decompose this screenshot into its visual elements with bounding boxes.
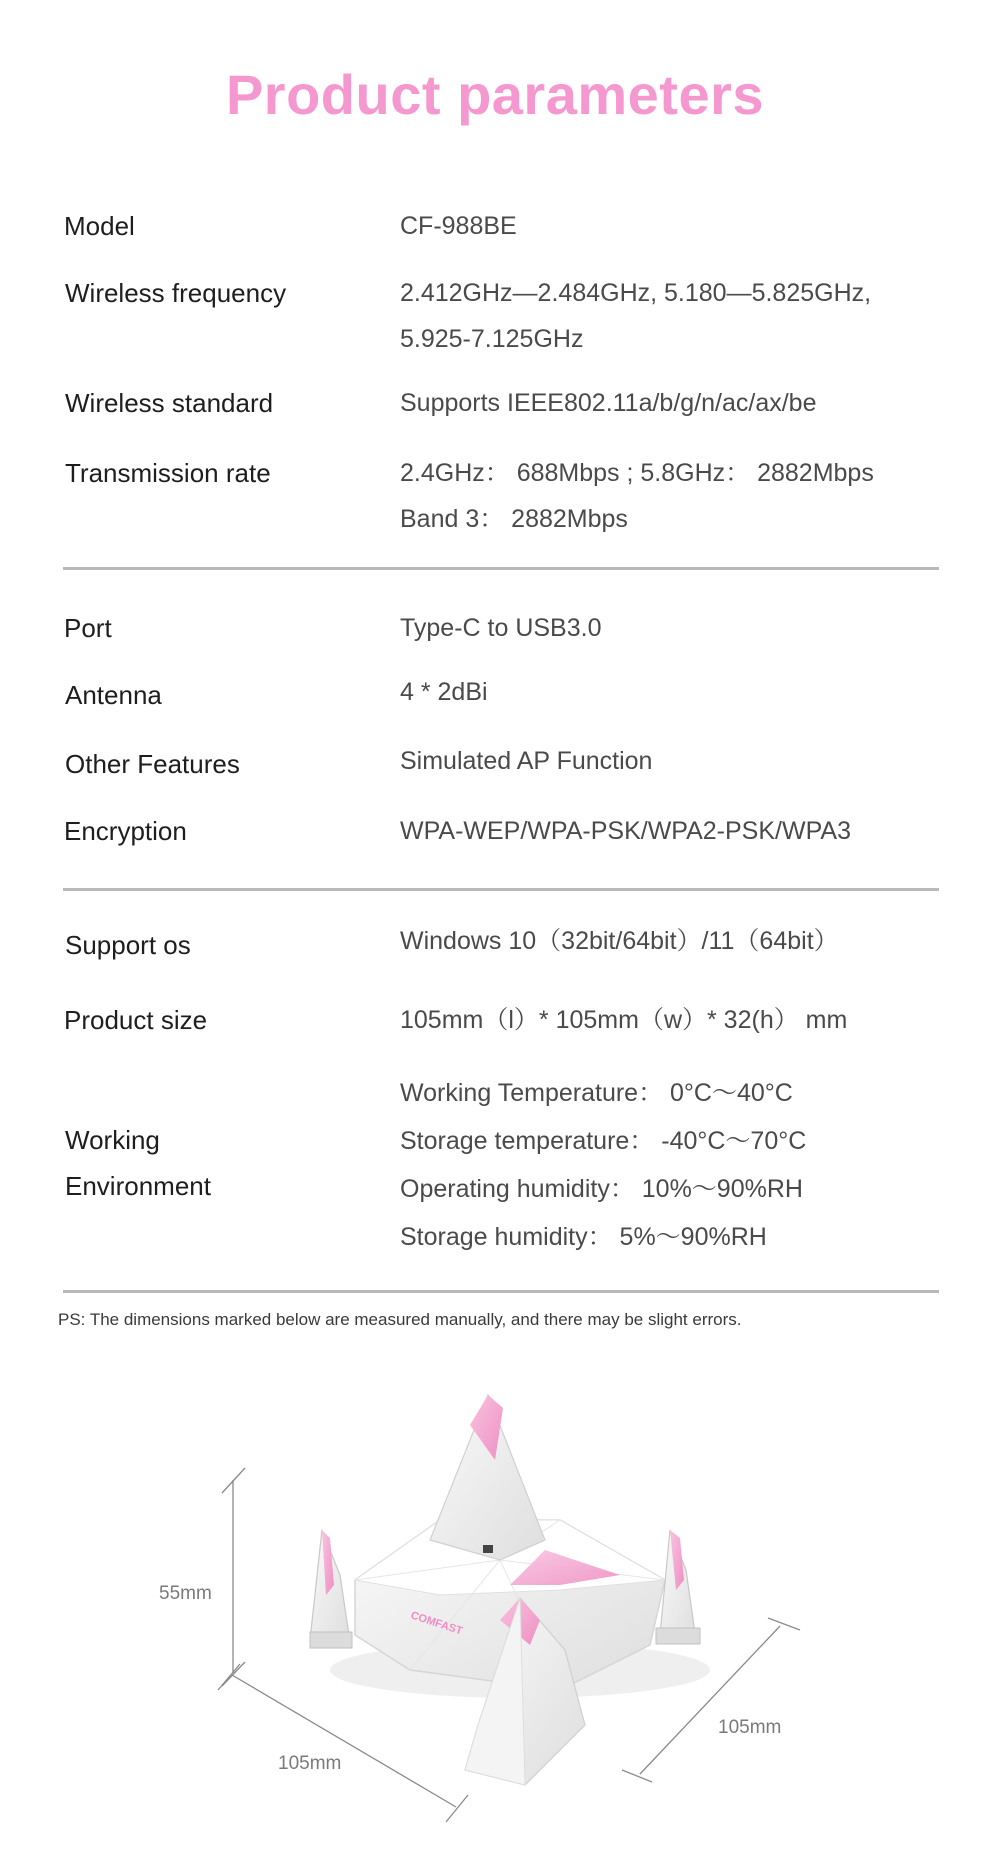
spec-value: Band 3： 2882Mbps [400,505,628,533]
dimension-height-label: 55mm [159,1583,212,1604]
spec-value: 4 * 2dBi [400,678,488,706]
spec-label: Product size [64,1005,208,1035]
brand-logo: COMFAST [409,1609,464,1638]
spec-value: WPA-WEP/WPA-PSK/WPA2-PSK/WPA3 [400,817,851,845]
spec-value: Storage humidity： 5%～90%RH [400,1223,767,1251]
spec-value: Working Temperature： 0°C～40°C [400,1079,793,1107]
dimension-length-label: 105mm [278,1753,342,1774]
spec-label: Transmission rate [65,458,271,488]
page-title: Product parameters [225,63,765,126]
spec-label: Port [64,613,112,643]
spec-value: Windows 10（32bit/64bit）/11（64bit） [400,927,839,955]
ps-note: PS: The dimensions marked below are measured manually, and there may be slight errors. [58,1310,742,1329]
spec-value: 2.412GHz—2.484GHz, 5.180—5.825GHz, [400,279,872,307]
spec-label: Wireless standard [65,388,274,418]
spec-value: 105mm（l）* 105mm（w）* 32(h） mm [400,1006,848,1034]
product-dimension-figure [0,1370,990,1870]
spec-label: Support os [65,930,191,960]
spec-value: Type-C to USB3.0 [400,614,602,642]
spec-value: Supports IEEE802.11a/b/g/n/ac/ax/be [400,389,817,417]
spec-value: Storage temperature： -40°C～70°C [400,1127,807,1155]
spec-value: CF-988BE [400,212,517,240]
spec-value: 2.4GHz： 688Mbps ; 5.8GHz： 2882Mbps [400,459,874,487]
spec-label: Encryption [64,816,187,846]
router-illustration [310,1395,710,1785]
spec-label: Antenna [65,680,162,710]
spec-label: Wireless frequency [65,278,287,308]
spec-label: Environment [65,1171,211,1201]
section-divider [63,567,939,570]
spec-label: Working [65,1125,160,1155]
spec-value: Operating humidity： 10%～90%RH [400,1175,803,1203]
section-divider [63,888,939,891]
spec-value: Simulated AP Function [400,747,653,775]
spec-label: Other Features [65,749,240,779]
section-divider [63,1290,939,1293]
spec-value: 5.925-7.125GHz [400,325,584,353]
dimension-width-label: 105mm [718,1717,782,1738]
spec-label: Model [64,211,135,241]
